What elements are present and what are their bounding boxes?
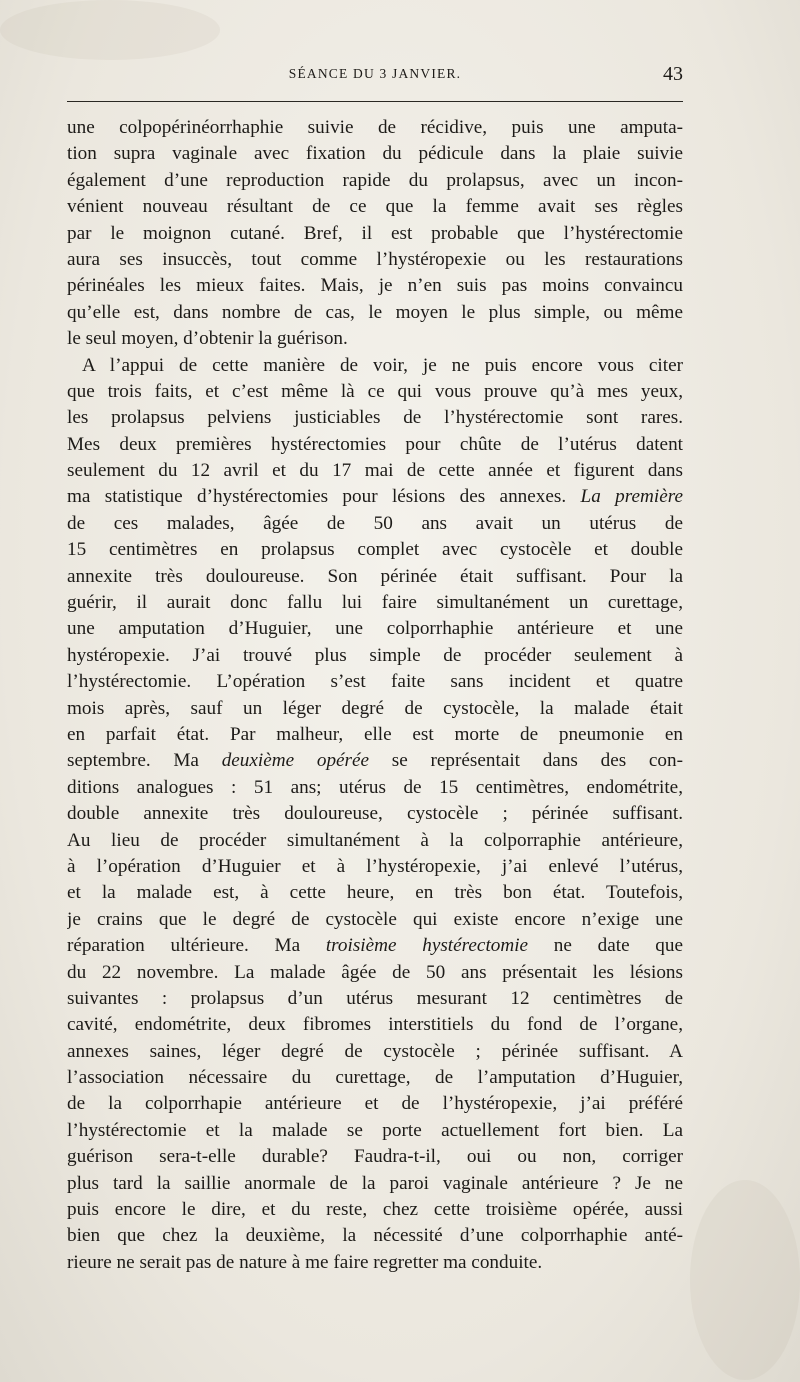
line-segment: ma statistique d’hystérectomies pour lésions des annexes. — [67, 486, 567, 508]
page-number: 43 — [663, 63, 683, 85]
text-line: je crains que le degré de cystocèle qui existe encore n’exige une — [67, 908, 683, 930]
text-line: et la malade est, à cette heure, en très bon état. Toutefois, — [67, 882, 683, 904]
text-line: annexes saines, léger degré de cystocèle ; périnée suffisant. A — [67, 1040, 683, 1062]
text-line: périnéales les mieux faites. Mais, je n’en suis pas moins convaincu — [67, 275, 683, 297]
text-line: ditions analogues : 51 ans; utérus de 15 centimètres, endométrite, — [67, 776, 683, 798]
text-line: Au lieu de procéder simultanément à la colporraphie antérieure, — [67, 829, 683, 851]
text-line — [67, 933, 683, 959]
text-line: hystéropexie. J’ai trouvé plus simple de procéder seulement à — [67, 644, 683, 666]
text-line: vénient nouveau résultant de ce que la femme avait ses règles — [67, 196, 683, 218]
text-line: l’hystérectomie et la malade se porte actuellement fort bien. La — [67, 1119, 683, 1141]
line-segment: réparation ultérieure. Ma — [67, 935, 301, 957]
text-line: qu’elle est, dans nombre de cas, le moyen le plus simple, ou même — [67, 301, 683, 323]
text-line: tion supra vaginale avec fixation du pédicule dans la plaie suivie — [67, 143, 683, 165]
header-rule — [67, 101, 683, 102]
text-line: une colpopérinéorrhaphie suivie de récidive, puis une amputa- — [67, 117, 683, 138]
line-segment: septembre. Ma — [67, 750, 199, 772]
text-line: guérir, il aurait donc fallu lui faire simultanément un curettage, — [67, 592, 683, 614]
text-line: plus tard la saillie anormale de la paroi vaginale antérieure ? Je ne — [67, 1172, 683, 1194]
text-line: par le moignon cutané. Bref, il est probable que l’hystérectomie — [67, 222, 683, 244]
text-line: seulement du 12 avril et du 17 mai de cette année et figurent dans — [67, 460, 683, 482]
line-segment: se représentait dans des con- — [391, 750, 683, 772]
running-title: SÉANCE DU 3 JANVIER. — [288, 66, 462, 81]
text-line: guérison sera-t-elle durable? Faudra-t-il, oui ou non, corriger — [67, 1146, 683, 1168]
text-line — [67, 748, 683, 774]
body-text — [67, 115, 683, 1276]
text-line: que trois faits, et c’est même là ce qui vous prouve qu’à mes yeux, — [67, 380, 683, 402]
text-line: puis encore le dire, et du reste, chez cette troisième opérée, aussi — [67, 1199, 683, 1221]
text-line: une amputation d’Huguier, une colporrhaphie antérieure et une — [67, 618, 683, 640]
text-line: à l’opération d’Huguier et à l’hystéropexie, j’ai enlevé l’utérus, — [67, 855, 683, 877]
text-line: cavité, endométrite, deux fibromes interstitiels du fond de l’organe, — [67, 1014, 683, 1036]
italic-deuxieme-operee: deuxième opérée — [221, 750, 370, 772]
text-line: bien que chez la deuxième, la nécessité d’une colporrhaphie anté- — [67, 1225, 683, 1247]
text-line: du 22 novembre. La malade âgée de 50 ans présentait les lésions — [67, 961, 683, 983]
text-line: de la colporrhapie antérieure et de l’hystéropexie, j’ai préféré — [67, 1093, 683, 1115]
paper-stain — [690, 1180, 800, 1380]
text-line: les prolapsus pelviens justiciables de l’hystérectomie sont rares. — [67, 407, 683, 429]
text-line: l’association nécessaire du curettage, de l’amputation d’Huguier, — [67, 1067, 683, 1089]
text-line: 15 centimètres en prolapsus complet avec cystocèle et double — [67, 539, 683, 561]
line-segment: ne date que — [553, 935, 683, 957]
text-line: suivantes : prolapsus d’un utérus mesurant 12 centimètres de — [67, 987, 683, 1009]
text-line: l’hystérectomie. L’opération s’est faite sans incident et quatre — [67, 671, 683, 693]
italic-la-premiere: La première — [580, 486, 683, 508]
text-line: Mes deux premières hystérectomies pour chûte de l’utérus datent — [67, 433, 683, 455]
text-line: le seul moyen, d’obtenir la guérison. — [67, 328, 348, 350]
text-line: en parfait état. Par malheur, elle est morte de pneumonie en — [67, 723, 683, 745]
text-line: A l’appui de cette manière de voir, je ne puis encore vous citer — [82, 354, 683, 376]
text-line: double annexite très douloureuse, cystocèle ; périnée suffisant. — [67, 803, 683, 825]
text-line: également d’une reproduction rapide du prolapsus, avec un incon- — [67, 169, 683, 191]
text-line: mois après, sauf un léger degré de cystocèle, la malade était — [67, 697, 683, 719]
text-line: rieure ne serait pas de nature à me faire regretter ma conduite. — [67, 1251, 543, 1273]
text-line: annexite très douloureuse. Son périnée était suffisant. Pour la — [67, 565, 683, 587]
running-header — [67, 63, 683, 90]
document-page — [67, 0, 683, 1382]
text-line — [67, 484, 683, 510]
text-line: de ces malades, âgée de 50 ans avait un utérus de — [67, 512, 683, 534]
italic-troisieme-hysterectomie: troisième hystérectomie — [325, 935, 529, 957]
text-line: aura ses insuccès, tout comme l’hystéropexie ou les restaurations — [67, 248, 683, 270]
